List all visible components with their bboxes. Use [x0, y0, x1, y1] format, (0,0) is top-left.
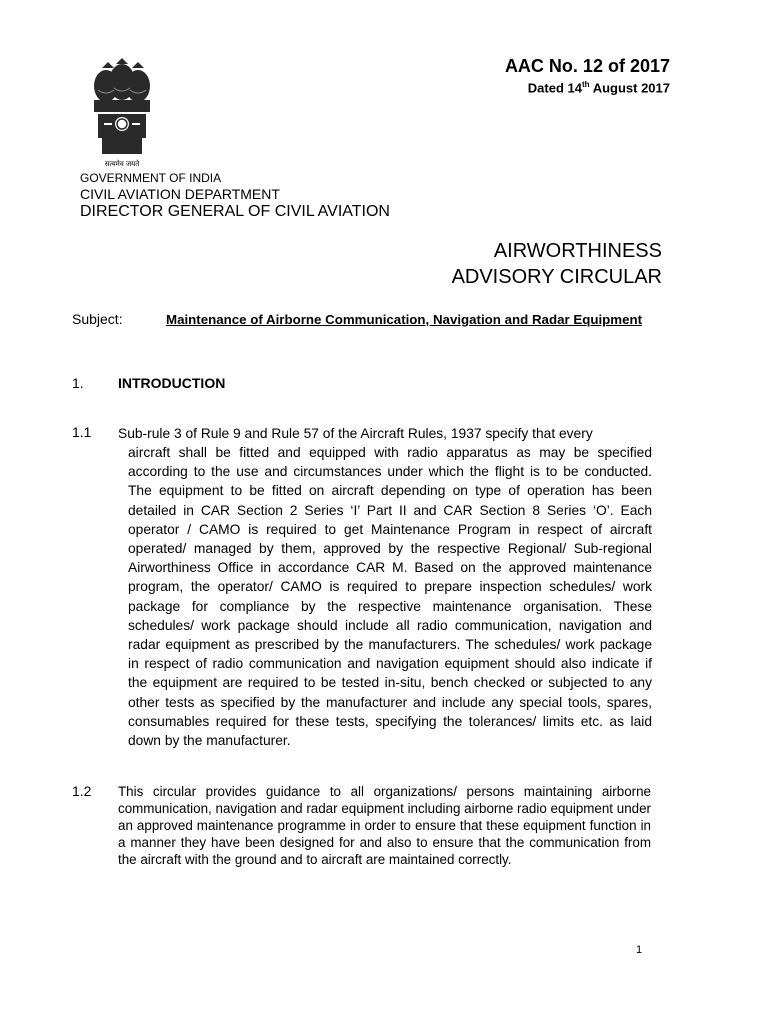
section-number: 1.: [72, 375, 84, 391]
subject-text: Maintenance of Airborne Communication, Navigation and Radar Equipment: [166, 312, 643, 327]
paragraph-1-1-body: aircraft shall be fitted and equipped with radio apparatus as may be specified according to the use and circumstances under which the flight is to be conducted. The equipment to be fitted on aircraft depending on type of operation has been detailed in CAR Section 2 Series ‘I’ Part II and CAR Section 8 Series ‘O’. Each operator / CAMO is required to get Maintenance Program in respect of aircraft operated/ managed by them, approved by the respective Regional/ Sub-regional Airworthiness Office in accordance CAR M. Based on the approved maintenance program, the operator/ CAMO is required to prepare inspection schedules/ work package for compliance by the respective maintenance organisation. These schedules/ work package should include all radio communication, navigation and radar equipment as prescribed by the manufacturers. The schedules/ work package in respect of radio communication and navigation equipment should also indicate if the equipment are required to be tested in-situ, bench checked or subjected to any other tests as specified by the manufacturer and include any special tools, spares, consumables required for these tests, specifying the tolerances/ limits etc. as laid down by the manufacturer.: [128, 445, 652, 749]
circular-date: [528, 80, 670, 95]
paragraph-1-2-body: This circular provides guidance to all organizations/ persons maintaining airborne communication, navigation and radar equipment including airborne radio equipment under an approved maintenance programme in order to ensure that these equipment function in a manner they have been designed for and also to ensure that the communication from the aircraft with the ground and to aircraft are maintained correctly.: [118, 784, 651, 867]
emblem-motto: सत्यमेव जयते: [104, 160, 140, 168]
circular-number: AAC No. 12 of 2017: [504, 56, 670, 76]
document-title-line2: ADVISORY CIRCULAR: [451, 266, 662, 288]
date-ordinal: th: [582, 80, 590, 89]
paragraph-number-1-1: 1.1: [72, 424, 92, 440]
date-suffix: August 2017: [589, 80, 670, 96]
section-title: INTRODUCTION: [118, 375, 226, 391]
page-number: 1: [636, 944, 643, 956]
national-emblem-icon: [80, 58, 164, 168]
paragraph-number-1-2: 1.2: [72, 783, 92, 799]
document-title-line1: AIRWORTHINESS: [493, 240, 662, 262]
paragraph-1-1-first-line: Sub-rule 3 of Rule 9 and Rule 57 of the Aircraft Rules, 1937 specify that every: [118, 426, 593, 441]
subject-label: Subject:: [72, 311, 123, 327]
authority-line-government: GOVERNMENT OF INDIA: [80, 171, 222, 185]
authority-line-dgca: DIRECTOR GENERAL OF CIVIL AVIATION: [80, 203, 390, 220]
date-prefix: Dated 14: [527, 80, 582, 96]
authority-line-department: CIVIL AVIATION DEPARTMENT: [80, 186, 280, 202]
